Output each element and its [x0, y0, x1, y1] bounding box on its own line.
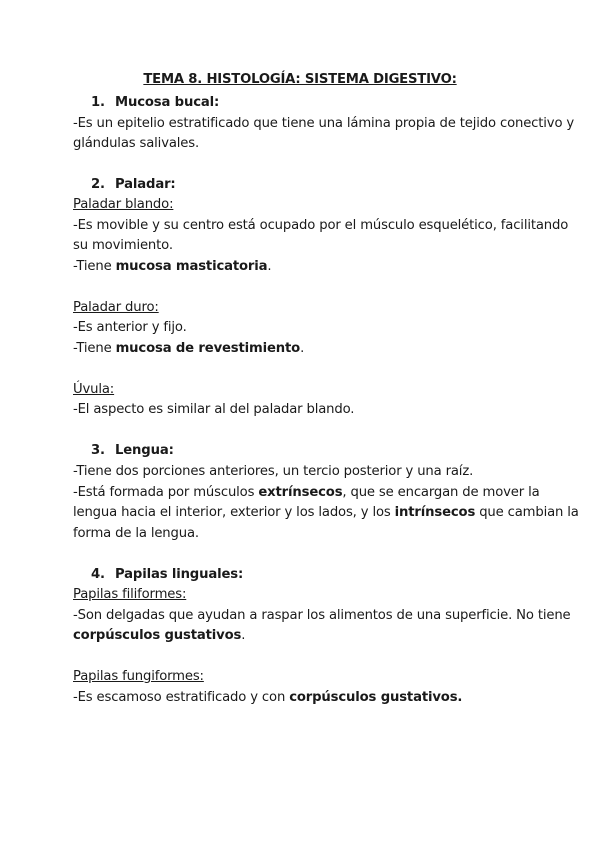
paragraph-line: su movimiento. — [73, 238, 173, 253]
subheading-uvula: Úvula: — [73, 382, 115, 397]
text-run: , que se encargan de mover la — [342, 485, 540, 500]
section-heading-text: Papilas linguales: — [115, 567, 244, 582]
paragraph-line: -Son delgadas que ayudan a raspar los alimentos de una superficie. No tiene — [73, 608, 571, 623]
text-run: -Tiene — [73, 259, 116, 274]
subheading-paladar-duro: Paladar duro: — [73, 300, 159, 315]
page-title: TEMA 8. HISTOLOGÍA: SISTEMA DIGESTIVO: — [143, 72, 457, 87]
bold-term: intrínsecos — [394, 505, 476, 520]
section-heading-mucosa-bucal — [91, 94, 219, 112]
section-number: 3. — [91, 443, 105, 458]
text-run: -Tiene — [73, 341, 116, 356]
paragraph-line: -Tiene dos porciones anteriores, un tercio posterior y una raíz. — [73, 464, 474, 479]
bold-term: corpúsculos gustativos — [73, 628, 242, 643]
section-heading-papilas-linguales — [91, 566, 243, 584]
paragraph-line: -Es movible y su centro está ocupado por el músculo esquelético, facilitando — [73, 218, 569, 233]
section-number: 2. — [91, 177, 105, 192]
text-run: . — [241, 628, 246, 643]
section-number: 4. — [91, 567, 105, 582]
subheading-papilas-filiformes: Papilas filiformes: — [73, 587, 187, 602]
paragraph-line: -Es un epitelio estratificado que tiene una lámina propia de tejido conectivo y — [73, 116, 575, 131]
subheading-paladar-blando: Paladar blando: — [73, 197, 174, 212]
text-run: -Está formada por músculos — [73, 485, 259, 500]
bold-term: extrínsecos — [258, 485, 343, 500]
section-heading-text: Mucosa bucal: — [115, 95, 220, 110]
paragraph-line — [73, 258, 271, 276]
text-run: -Es escamoso estratificado y con — [73, 690, 290, 705]
paragraph-line — [73, 689, 462, 707]
paragraph-line: -El aspecto es similar al del paladar blando. — [73, 402, 355, 417]
section-heading-paladar — [91, 176, 176, 194]
text-run: que cambian la — [475, 505, 579, 520]
subheading-papilas-fungiformes: Papilas fungiformes: — [73, 669, 204, 684]
text-run: lengua hacia el interior, exterior y los lados, y los — [73, 505, 395, 520]
paragraph-line — [73, 504, 579, 522]
paragraph-line: forma de la lengua. — [73, 526, 199, 541]
text-run: . — [267, 259, 272, 274]
section-heading-lengua — [91, 442, 174, 460]
section-heading-text: Lengua: — [115, 443, 174, 458]
paragraph-line — [73, 340, 304, 358]
bold-term: mucosa masticatoria — [115, 259, 268, 274]
paragraph-line — [73, 484, 540, 502]
paragraph-line: glándulas salivales. — [73, 136, 200, 151]
text-run: . — [300, 341, 305, 356]
bold-term: mucosa de revestimiento — [115, 341, 301, 356]
paragraph-line: -Es anterior y fijo. — [73, 320, 187, 335]
bold-term: corpúsculos gustativos. — [289, 690, 463, 705]
section-number: 1. — [91, 95, 105, 110]
section-heading-text: Paladar: — [115, 177, 176, 192]
paragraph-line — [73, 627, 245, 645]
